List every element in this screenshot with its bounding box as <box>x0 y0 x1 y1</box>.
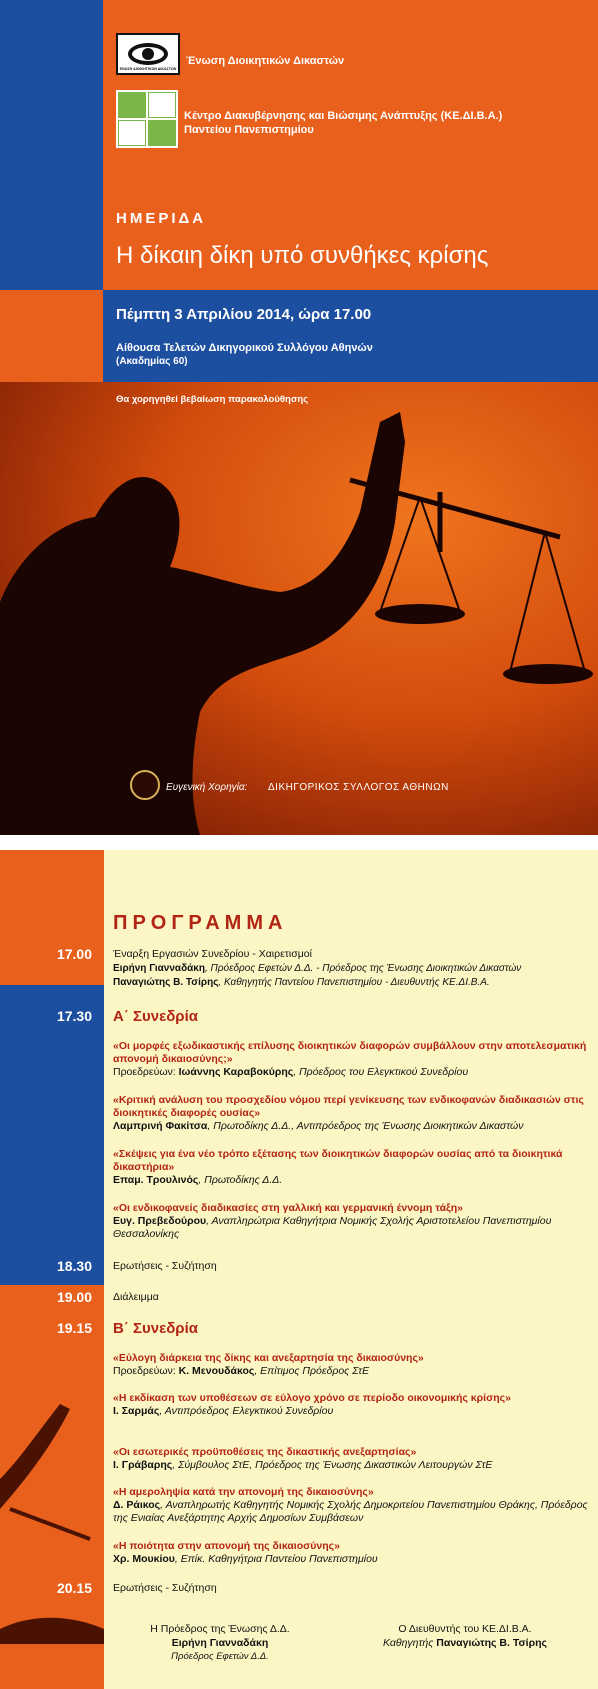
talk-speaker <box>113 1499 588 1525</box>
logo-cell <box>148 120 176 146</box>
kediba-logo <box>116 90 178 148</box>
qa1-text: Ερωτήσεις - Συζήτηση <box>113 1260 217 1272</box>
speaker-role: , Αναπληρωτής Καθηγητής Νομικής Σχολής Δημοκριτείου Πανεπιστημίου Θράκης, Πρόεδρος της Ενιαίας Ανεξάρτητης Αρχής Δημοσίων Συμβάσεων <box>113 1499 588 1524</box>
speaker-role: , Αντιπρόεδρος Ελεγκτικού Συνεδρίου <box>159 1405 334 1417</box>
signature-left <box>120 1622 320 1664</box>
opening-text: Έναρξη Εργασιών Συνεδρίου - Χαιρετισμοί <box>113 948 312 960</box>
logo1-text: ΕΝΩΣΗ ΔΙΟΙΚΗΤΙΚΩΝ ΔΙΚΑΣΤΩΝ <box>119 67 177 71</box>
program-page <box>0 850 598 1689</box>
talk-b5 <box>113 1540 588 1566</box>
program-blue-block <box>0 985 104 1285</box>
speaker-role: , Επίκ. Καθηγήτρια Παντείου Πανεπιστημίου <box>174 1553 378 1565</box>
time-1830: 18.30 <box>56 1258 92 1274</box>
talk-title: «Οι ενδικοφανείς διαδικασίες στη γαλλική και γερμανική έννομη τάξη» <box>113 1202 463 1214</box>
talk-title: «Η εκδίκαση των υποθέσεων σε εύλογο χρόνο σε περίοδο οικονομικής κρίσης» <box>113 1392 511 1404</box>
chair-prefix: Προεδρεύων: <box>113 1365 179 1377</box>
talk-title: «Κριτική ανάλυση του προσχεδίου νόμου περί γενίκευσης των ενδικοφανών διαδικασιών στις διοικητικές διαφορές ουσίας» <box>113 1094 584 1119</box>
time-1900: 19.00 <box>56 1289 92 1305</box>
chair-prefix: Προεδρεύων: <box>113 1066 179 1078</box>
qa2-text: Ερωτήσεις - Συζήτηση <box>113 1582 217 1594</box>
talk-speaker <box>113 1066 588 1079</box>
talk-speaker <box>113 1405 588 1418</box>
speaker-name: Λαμπρινή Φακίτσα <box>113 1120 208 1132</box>
pupil-icon <box>142 48 154 60</box>
speaker-name: Ι. Γράβαρης <box>113 1459 173 1471</box>
speaker-role: , Πρωτοδίκης Δ.Δ., Αντιπρόεδρος της Ένωσης Διοικητικών Δικαστών <box>207 1120 524 1132</box>
talk-a4 <box>113 1202 588 1241</box>
org2-line2: Παντείου Πανεπιστημίου <box>184 124 314 136</box>
speaker-name: Ευγ. Πρεβεδούρου <box>113 1215 207 1227</box>
speaker-name: Ι. Σαρμάς <box>113 1405 160 1417</box>
kicker: ΗΜΕΡΙΔΑ <box>116 210 207 227</box>
time-1700: 17.00 <box>56 946 92 962</box>
speaker-role: , Πρόεδρος Εφετών Δ.Δ. - Πρόεδρος της Ένωσης Διοικητικών Δικαστών <box>204 963 522 974</box>
address: (Ακαδημίας 60) <box>116 356 188 367</box>
time-1915: 19.15 <box>56 1320 92 1336</box>
signature-right-title: Ο Διευθυντής του ΚΕ.ΔΙ.Β.Α. <box>398 1623 532 1635</box>
talk-speaker <box>113 1365 588 1378</box>
speaker-name: Επαμ. Τρουλινός <box>113 1174 199 1186</box>
talk-title: «Η αμεροληψία κατά την απονομή της δικαιοσύνης» <box>113 1486 374 1498</box>
left-orange-band <box>0 290 103 382</box>
poster-top <box>0 0 598 835</box>
talk-b4 <box>113 1486 588 1525</box>
event-date: Πέμπτη 3 Απριλίου 2014, ώρα 17.00 <box>116 306 372 323</box>
break-text: Διάλειμμα <box>113 1291 159 1303</box>
sponsor-label: Ευγενική Χορηγία: <box>166 782 248 793</box>
opening-speaker-1 <box>113 962 588 975</box>
session-a-title: Α΄ Συνεδρία <box>113 1008 198 1025</box>
signature-left-name: Ειρήνη Γιανναδάκη <box>171 1637 269 1649</box>
speaker-role: , Σύμβουλος ΣτΕ, Πρόεδρος της Ένωσης Δικαστικών Λειτουργών ΣτΕ <box>172 1459 493 1471</box>
logo-cell <box>118 92 146 118</box>
talk-b2 <box>113 1392 588 1418</box>
opening-speaker-2 <box>113 976 588 989</box>
logo-cell <box>118 120 146 146</box>
talk-a2 <box>113 1094 588 1133</box>
time-1730: 17.30 <box>56 1008 92 1024</box>
signature-right-prefix: Καθηγητής <box>383 1637 437 1649</box>
org1-name: Ένωση Διοικητικών Δικαστών <box>186 55 345 67</box>
talk-speaker <box>113 1215 588 1241</box>
talk-b3 <box>113 1446 588 1472</box>
signature-right <box>340 1622 590 1650</box>
talk-title: «Εύλογη διάρκεια της δίκης και ανεξαρτησία της δικαιοσύνης» <box>113 1352 424 1364</box>
speaker-role: , Αναπληρώτρια Καθηγήτρια Νομικής Σχολής Αριστοτελείου Πανεπιστημίου Θεσσαλονίκης <box>113 1215 552 1240</box>
talk-a3 <box>113 1148 588 1187</box>
signature-right-line <box>340 1636 590 1650</box>
speaker-role: , Πρωτοδίκης Δ.Δ. <box>198 1174 283 1186</box>
talk-title: «Η ποιότητα στην απονομή της δικαιοσύνης» <box>113 1540 340 1552</box>
certificate-note: Θα χορηγηθεί βεβαίωση παρακολούθησης <box>116 394 309 405</box>
logo-cell <box>148 92 176 118</box>
talk-title: «Οι μορφές εξωδικαστικής επίλυσης διοικητικών διαφορών συμβάλλουν στην αποτελεσματική απονομή δικαιοσύνης;» <box>113 1040 587 1065</box>
speaker-role: , Πρόεδρος του Ελεγκτικού Συνεδρίου <box>293 1066 469 1078</box>
talk-title: «Οι εσωτερικές προϋποθέσεις της δικαστικής ανεξαρτησίας» <box>113 1446 417 1458</box>
speaker-name: Κ. Μενουδάκος <box>178 1365 255 1377</box>
scale-silhouette <box>0 1309 104 1689</box>
talk-a1 <box>113 1040 588 1079</box>
speaker-name: Χρ. Μουκίου <box>113 1553 175 1565</box>
signature-left-title: Η Πρόεδρος της Ένωσης Δ.Δ. <box>150 1623 290 1635</box>
date-band <box>103 290 598 382</box>
signature-right-name: Παναγιώτης Β. Τσίρης <box>436 1637 547 1649</box>
talk-speaker <box>113 1459 588 1472</box>
lady-justice-silhouette <box>0 382 598 835</box>
time-2015: 20.15 <box>56 1580 92 1596</box>
talk-speaker <box>113 1553 588 1566</box>
talk-b1 <box>113 1352 588 1378</box>
speaker-role: , Επίτιμος Πρόεδρος ΣτΕ <box>254 1365 370 1377</box>
speaker-name: Ειρήνη Γιανναδάκη <box>113 963 205 974</box>
session-b-title: Β΄ Συνεδρία <box>113 1320 198 1337</box>
justice-photo <box>0 382 598 835</box>
speaker-name: Δ. Ράικος <box>113 1499 161 1511</box>
venue: Αίθουσα Τελετών Δικηγορικού Συλλόγου Αθηνών <box>116 342 373 354</box>
speaker-name: Ιωάννης Καραβοκύρης <box>178 1066 294 1078</box>
signature-left-role: Πρόεδρος Εφετών Δ.Δ. <box>171 1651 269 1662</box>
org2-line1: Κέντρο Διακυβέρνησης και Βιώσιμης Ανάπτυξης (ΚΕ.ΔΙ.Β.Α.) <box>184 110 503 122</box>
program-heading: ΠΡΟΓΡΑΜΜΑ <box>113 912 288 934</box>
edd-logo <box>116 33 180 75</box>
speaker-role: , Καθηγητής Παντείου Πανεπιστημίου - Διευθυντής ΚΕ.ΔΙ.Β.Α. <box>218 977 490 988</box>
talk-title: «Σκέψεις για ένα νέο τρόπο εξέτασης των διοικητικών διαφορών ουσίας από τα διοικητικά δικαστήρια» <box>113 1148 563 1173</box>
talk-speaker <box>113 1120 588 1133</box>
talk-speaker <box>113 1174 588 1187</box>
sponsor-name: ΔΙΚΗΓΟΡΙΚΟΣ ΣΥΛΛΟΓΟΣ ΑΘΗΝΩΝ <box>268 782 449 793</box>
left-blue-band <box>0 0 103 290</box>
sponsor-emblem-icon <box>130 770 160 800</box>
event-title: Η δίκαιη δίκη υπό συνθήκες κρίσης <box>116 242 489 269</box>
speaker-name: Παναγιώτης Β. Τσίρης <box>113 977 219 988</box>
